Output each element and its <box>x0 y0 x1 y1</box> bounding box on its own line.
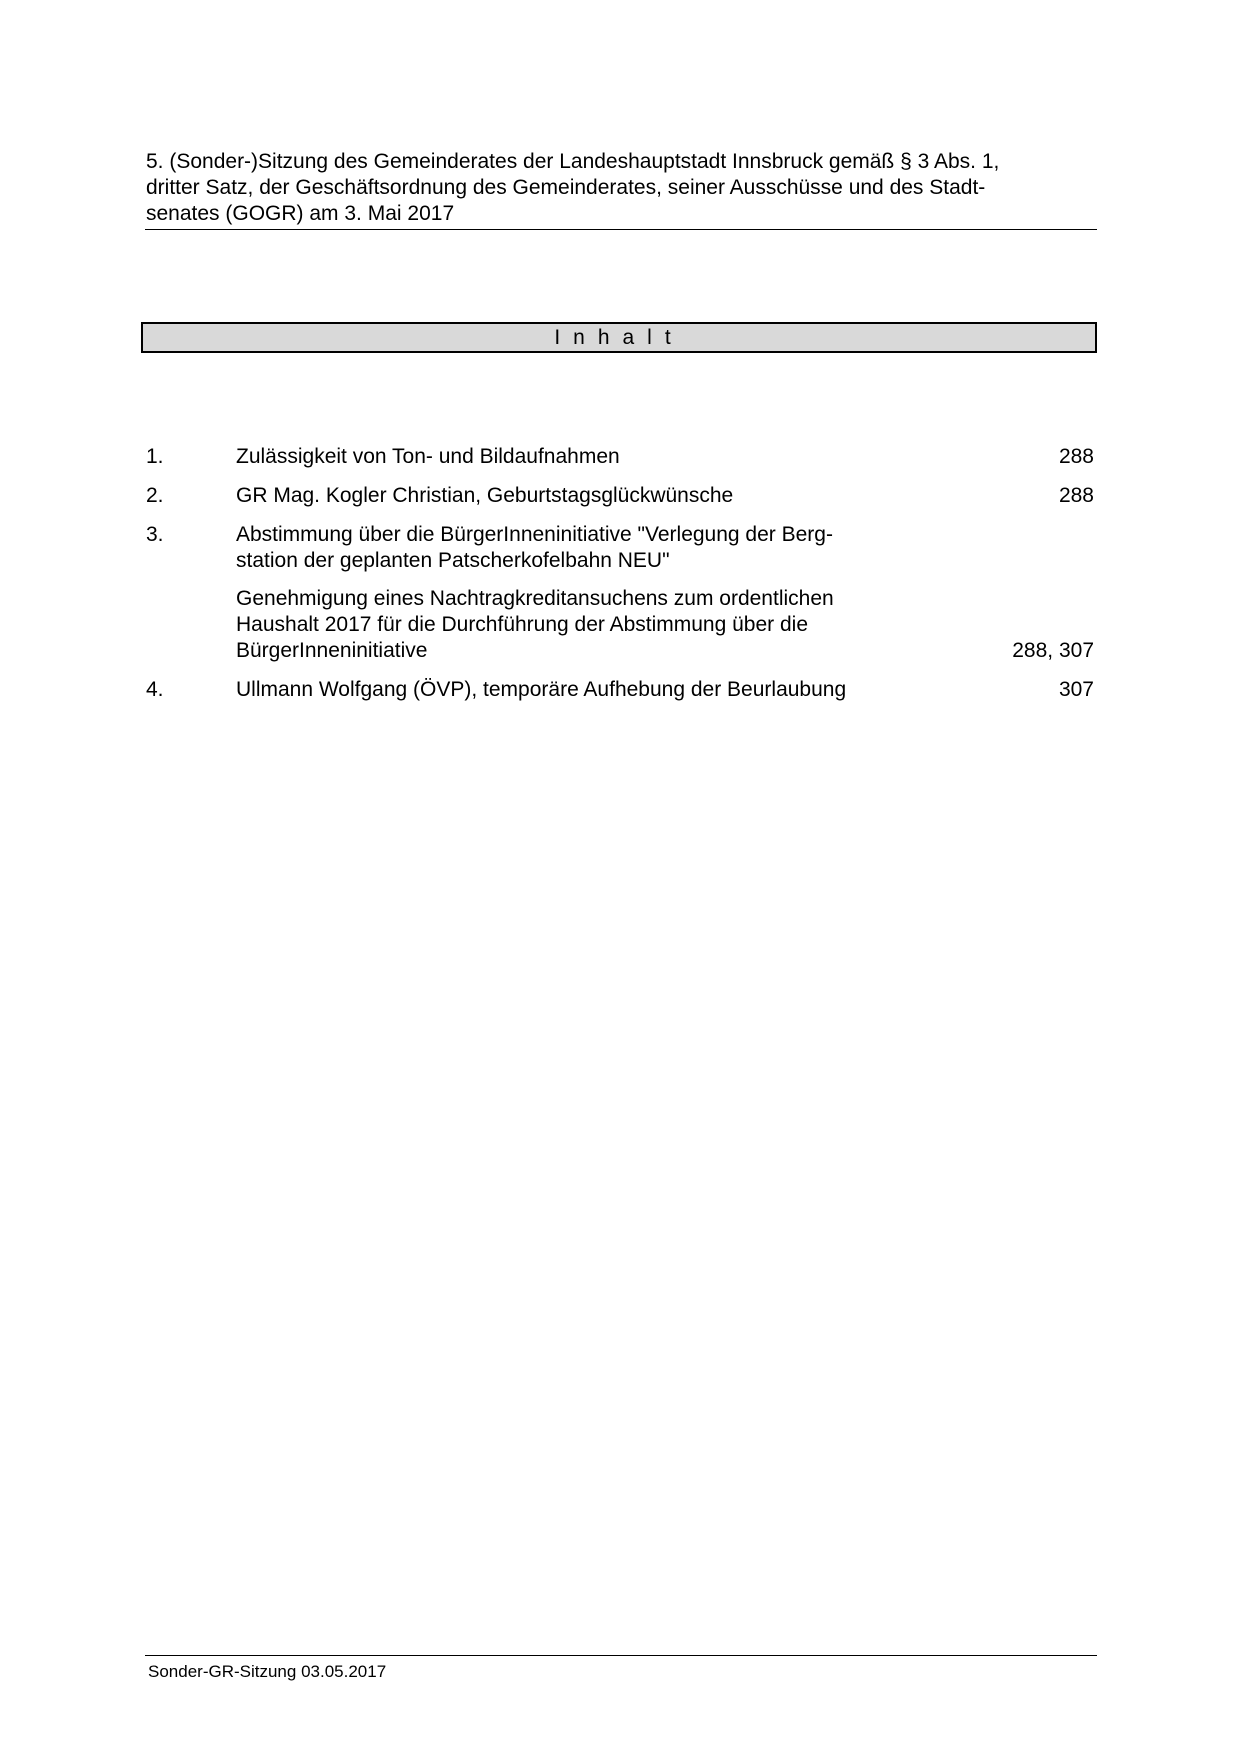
toc-title: Inhalt <box>554 326 684 349</box>
header-line: dritter Satz, der Geschäftsordnung des Gemeinderates, seiner Ausschüsse und des Stadt- <box>146 176 986 199</box>
toc-entry <box>146 444 1094 470</box>
toc-entry-text <box>236 522 936 574</box>
header-line: senates (GOGR) am 3. Mai 2017 <box>146 202 455 225</box>
toc-entry <box>146 586 1094 664</box>
footer-divider <box>145 1655 1097 1656</box>
table-of-contents <box>146 444 1094 716</box>
toc-entry-page: 307 <box>1058 678 1094 701</box>
toc-entry-number: 4. <box>146 678 164 701</box>
toc-entry-line: BürgerInneninitiative <box>236 639 428 662</box>
toc-entry-page: 288, 307 <box>1012 639 1094 662</box>
toc-entry-line: Zulässigkeit von Ton- und Bildaufnahmen <box>236 445 620 468</box>
toc-entry-number: 2. <box>146 484 164 507</box>
toc-entry <box>146 522 1094 574</box>
toc-entry-page: 288 <box>1058 484 1094 507</box>
toc-entry-page: 288 <box>1058 445 1094 468</box>
toc-entry-line: station der geplanten Patscherkofelbahn NEU" <box>236 549 670 572</box>
document-header <box>146 149 1096 227</box>
toc-entry-line: Genehmigung eines Nachtragkreditansuchens zum ordentlichen <box>236 587 834 610</box>
toc-entry-text <box>236 444 936 470</box>
header-line: 5. (Sonder-)Sitzung des Gemeinderates der Landeshauptstadt Innsbruck gemäß § 3 Abs. 1, <box>146 150 1000 173</box>
toc-entry-line: GR Mag. Kogler Christian, Geburtstagsglückwünsche <box>236 484 734 507</box>
toc-entry <box>146 677 1094 703</box>
header-divider <box>145 229 1097 230</box>
toc-entry-line: Haushalt 2017 für die Durchführung der Abstimmung über die <box>236 613 809 636</box>
toc-entry-line: Abstimmung über die BürgerInneninitiative "Verlegung der Berg- <box>236 523 833 546</box>
toc-entry-number: 3. <box>146 523 164 546</box>
toc-entry-text <box>236 586 936 664</box>
footer-text: Sonder-GR-Sitzung 03.05.2017 <box>148 1662 387 1681</box>
toc-entry <box>146 483 1094 509</box>
toc-entry-text <box>236 677 936 703</box>
toc-title-box <box>141 322 1097 353</box>
toc-entry-line: Ullmann Wolfgang (ÖVP), temporäre Aufhebung der Beurlaubung <box>236 678 847 701</box>
toc-entry-number: 1. <box>146 445 164 468</box>
toc-entry-text <box>236 483 936 509</box>
